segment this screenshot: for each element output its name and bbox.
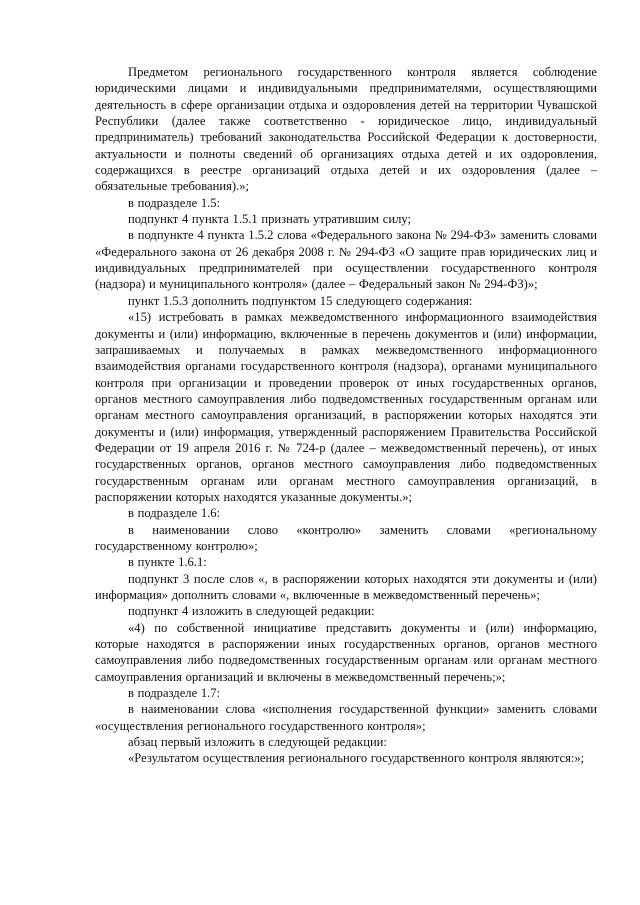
paragraph-subitem-4-intro: подпункт 4 изложить в следующей редакции: (128, 604, 375, 619)
paragraph-item-1-6-1: в пункте 1.6.1: (128, 555, 207, 570)
paragraph-subitem-4-text: «4) по собственной инициативе представить документы и (или) информацию, которые находятся в распоряжении иных государственных органов, органов местного самоуправления либо подведомственных государственным органам или органам местного самоуправления организаций и включены в межведомственный перечень;»; (95, 620, 597, 684)
paragraph-subsection-1-5: в подразделе 1.5: (128, 195, 221, 210)
paragraph-first-abzac: абзац первый изложить в следующей редакции: (128, 735, 387, 750)
paragraph-subitem-15-text: «15) истребовать в рамках межведомственного информационного взаимодействия документы и (или) информацию, включенные в перечень документов и (или) информации, запрашиваемых и получаемых в рамках межведомственного информационного взаимодействия органами государственного контроля (надзора), органами муниципального контроля при организации и проведении проверок от иных государственных органов, органов местного самоуправления либо подведомственных государственным органам или органам местного самоуправления организаций, в распоряжении которых находятся эти документы и (или) информация, утвержденный распоряжением Правительства Российской Федерации от 19 апреля 2016 г. № 724-р (далее – межведомственный перечень), от иных государственных органов, органов местного самоуправления либо подведомственных государственным органам или органам местного самоуправления организаций, в распоряжении которых находятся указанные документы.»; (95, 310, 597, 504)
paragraph-subitem-1-5-2: в подпункте 4 пункта 1.5.2 слова «Федерального закона № 294-ФЗ» заменить словами «Федерального закона от 26 декабря 2008 г. № 294-ФЗ «О защите прав юридических лиц и индивидуальных предпринимателей при осуществлении государственного контроля (надзора) и муниципального контроля» (далее – Федеральный закон № 294-ФЗ)»; (95, 228, 597, 292)
paragraph-subsection-1-7: в подразделе 1.7: (128, 686, 221, 701)
paragraph-subject-of-control: Предметом регионального государственного контроля является соблюдение юридическими лицами и индивидуальными предпринимателями, осуществляющими деятельность в сфере организации отдыха и оздоровления детей на территории Чувашской Республики (далее также соответственно - юридическое лицо, индивидуальный предприниматель) требований законодательства Российской Федерации к достоверности, актуальности и полноты сведений об организациях отдыха детей и их оздоровления, содержащихся в реестре организаций отдыха детей и их оздоровления (далее – обязательные требования).»; (95, 65, 597, 194)
paragraph-subitem-1-5-1: подпункт 4 пункта 1.5.1 признать утратившим силу; (128, 212, 412, 227)
paragraph-item-1-5-3: пункт 1.5.3 дополнить подпунктом 15 следующего содержания: (128, 293, 473, 308)
paragraph-title-change: в наименовании слово «контролю» заменить словами «региональному государственному контролю»; (95, 522, 597, 553)
paragraph-title-change-1-7: в наименовании слова «исполнения государственной функции» заменить словами «осуществления регионального государственного контроля»; (95, 702, 597, 733)
paragraph-subitem-3: подпункт 3 после слов «, в распоряжении которых находятся эти документы и (или) информация» дополнить словами «, включенные в межведомственный перечень»; (95, 571, 597, 602)
paragraph-subsection-1-6: в подразделе 1.6: (128, 506, 221, 521)
document-body (95, 64, 597, 767)
paragraph-result-text: «Результатом осуществления регионального государственного контроля являются:»; (128, 751, 585, 766)
